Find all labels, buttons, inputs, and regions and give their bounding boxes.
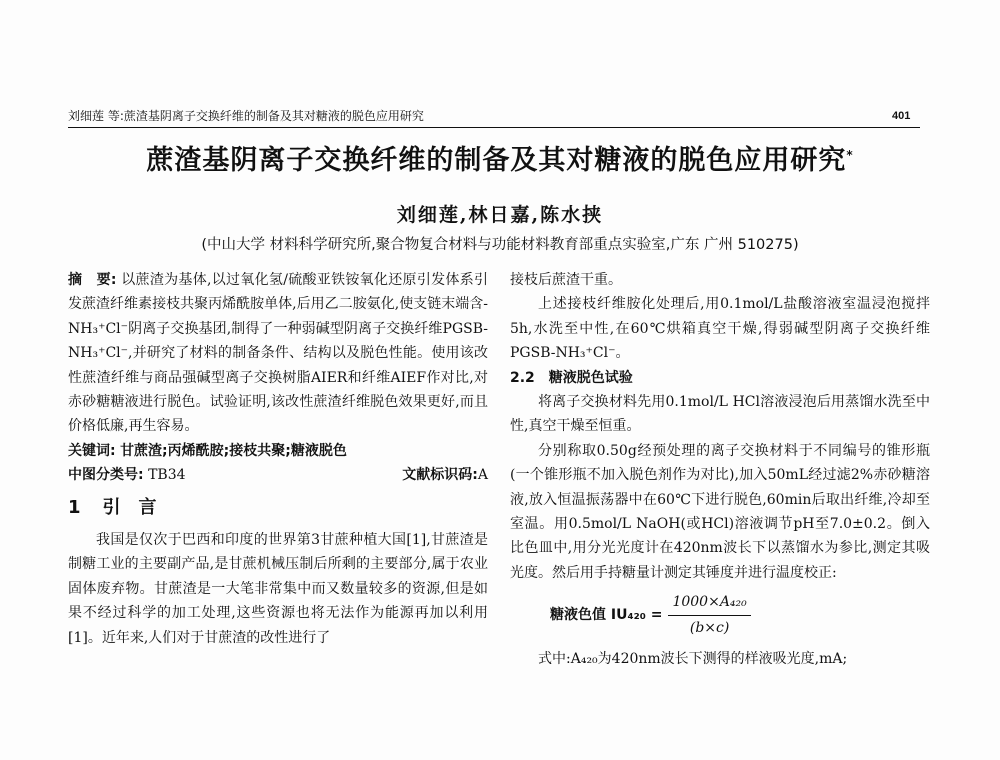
keywords	[68, 439, 488, 463]
header-rule	[68, 127, 920, 128]
right-paragraph-4: 分别称取0.50g经预处理的离子交换材料于不同编号的锥形瓶(一个锥形瓶不加入脱色剂作为对比),加入50mL经过滤2%赤砂糖溶液,放入恒温振荡器中在60℃下进行脱色,60min后取出纤维,冷却至室温。用0.5mol/L NaOH(或HCl)溶液调节pH至7.0±0.2。倒入比色皿中,用分光光度计在420nm波长下以蒸馏水为参比,测定其吸光度。然后用手持糖量计测定其锤度并进行温度校正:	[510, 442, 930, 581]
classification-row	[68, 463, 488, 487]
right-paragraph-2: 上述接枝纤维胺化处理后,用0.1mol/L盐酸溶液室温浸泡搅拌5h,水洗至中性,在60℃烘箱真空干燥,得弱碱型阴离子交换纤维PGSB-NH₃⁺Cl⁻。	[510, 296, 930, 362]
paper-title	[0, 138, 1000, 177]
section-1-number: 1	[68, 496, 81, 518]
right-paragraph-3: 将离子交换材料先用0.1mol/L HCl溶液浸泡后用蒸馏水洗至中性,真空干燥至恒重。	[510, 394, 930, 435]
abstract-text: 以蔗渣为基体,以过氧化氢/硫酸亚铁铵氧化还原引发体系引发蔗渣纤维素接枝共聚丙烯酰胺单体,后用乙二胺氨化,使支链末端含-NH₃⁺Cl⁻阴离子交换基团,制得了一种弱碱型阴离子交换纤维PGSB-NH₃⁺Cl⁻,并研究了材料的制备条件、结构以及脱色性能。使用该改性蔗渣纤维与商品强碱型离子交换树脂AIER和纤维AIEF作对比,对赤砂糖糖液进行脱色。试验证明,该改性蔗渣纤维脱色效果更好,而且价格低廉,再生容易。	[68, 272, 488, 435]
abstract-label: 摘 要:	[68, 272, 117, 288]
section-1-heading	[68, 496, 488, 520]
classification-label: 中图分类号:	[68, 467, 144, 484]
classification-value: TB34	[148, 467, 186, 484]
running-header: 刘细莲 等:蔗渣基阴离子交换纤维的制备及其对糖液的脱色应用研究	[68, 109, 424, 123]
formula-fraction	[668, 590, 750, 640]
doc-code-label: 文献标识码:	[402, 467, 478, 484]
affiliation: (中山大学 材料科学研究所,聚合物复合材料与功能材料教育部重点实验室,广东 广州 510275)	[201, 237, 799, 253]
title-footnote-mark: *	[846, 148, 854, 162]
right-column	[510, 268, 930, 672]
left-column	[68, 268, 488, 650]
formula-numerator: 1000×A₄₂₀	[668, 590, 750, 615]
formula-denominator: (b×c)	[689, 619, 730, 636]
right-paragraph-1: 接枝后蔗渣干重。	[510, 272, 622, 288]
section-1-body: 我国是仅次于巴西和印度的世界第3甘蔗种植大国[1],甘蔗渣是制糖工业的主要副产品,是甘蔗机械压制后所剩的主要部分,属于农业固体废弃物。甘蔗渣是一大笔非常集中而又数量较多的资源,但是如果不经过科学的加工处理,这些资源也将无法作为能源再加以利用[1]。近年来,人们对于甘蔗渣的改性进行了	[68, 532, 488, 646]
paper-title-text: 蔗渣基阴离子交换纤维的制备及其对糖液的脱色应用研究	[146, 145, 847, 176]
color-value-formula	[550, 595, 930, 635]
right-paragraph-5: 式中:A₄₂₀为420nm波长下测得的样液吸光度,mA;	[538, 651, 848, 668]
authors: 刘细莲,林日嘉,陈水挟	[396, 204, 604, 226]
page-number: 401	[892, 110, 911, 122]
formula-label: 糖液色值 IU₄₂₀ =	[550, 607, 663, 624]
keywords-text: 甘蔗渣;丙烯酰胺;接枝共聚;糖液脱色	[120, 442, 347, 459]
keywords-label: 关键词:	[68, 442, 116, 459]
section-1-title: 引 言	[102, 496, 157, 518]
doc-code-value: A	[477, 467, 488, 484]
abstract	[68, 268, 488, 439]
section-2-2-heading: 2.2 糖液脱色试验	[510, 369, 633, 386]
